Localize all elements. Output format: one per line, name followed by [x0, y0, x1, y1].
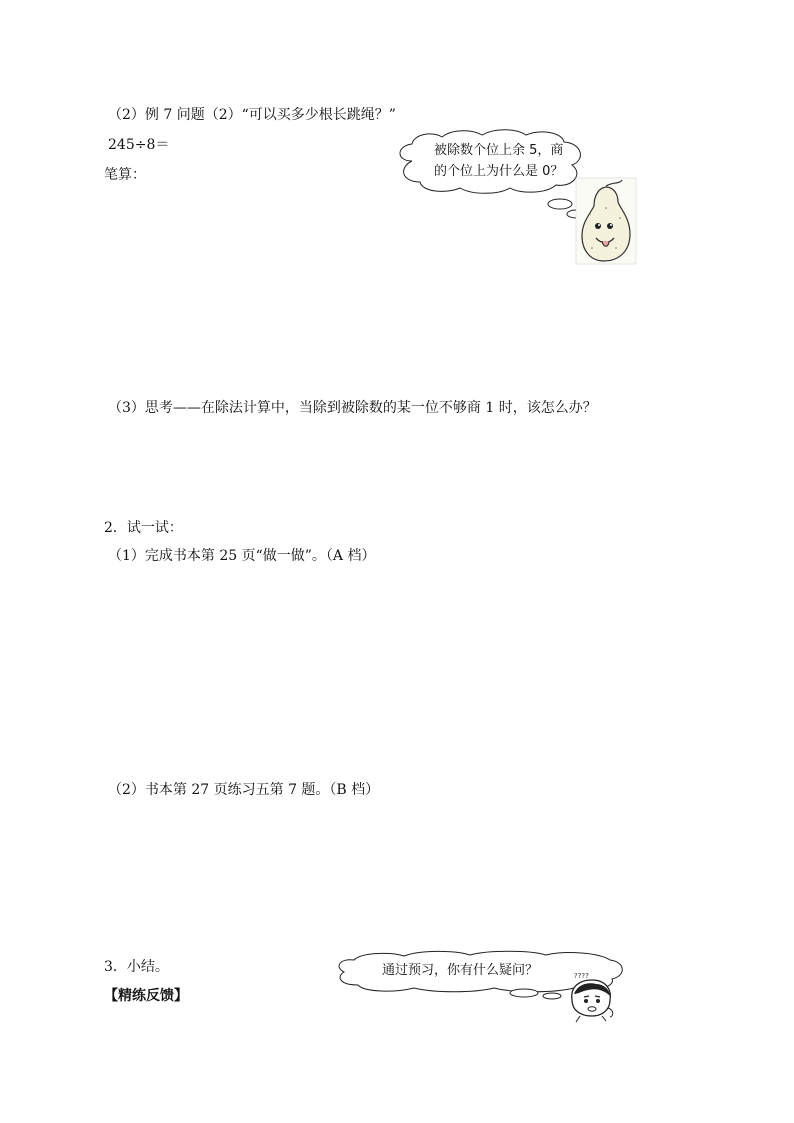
thought-trail-2-icon — [508, 986, 568, 1002]
thought-bubble-1 — [392, 128, 588, 194]
bubble-2-text: 通过预习，你有什么疑问？ — [382, 963, 539, 978]
division-expression: 245÷8＝ — [108, 137, 170, 153]
bubble-1-line-2: 的个位上为什么是 0？ — [434, 164, 564, 179]
section-2-item-1: （1）完成书本第 25 页“做一做”。（A 档） — [108, 548, 376, 564]
feedback-heading: 【精练反馈】 — [104, 988, 188, 1004]
bubble-1-line-1: 被除数个位上余 5，商 — [434, 143, 564, 158]
question-3-think: （3）思考——在除法计算中，当除到被除数的某一位不够商 1 时，该怎么办？ — [108, 400, 597, 416]
pear-character-icon — [576, 178, 636, 264]
thinking-boy-icon — [566, 970, 616, 1022]
question-2-title: （2）例 7 问题（2）“可以买多少根长跳绳？” — [108, 107, 396, 123]
section-2-item-2: （2）书本第 27 页练习五第 7 题。（B 档） — [108, 782, 380, 798]
written-calculation-label: 笔算： — [104, 167, 146, 183]
section-2-title: 2．试一试： — [104, 520, 183, 536]
section-3-title: 3．小结。 — [104, 959, 169, 975]
svg-text:????: ???? — [574, 972, 589, 980]
